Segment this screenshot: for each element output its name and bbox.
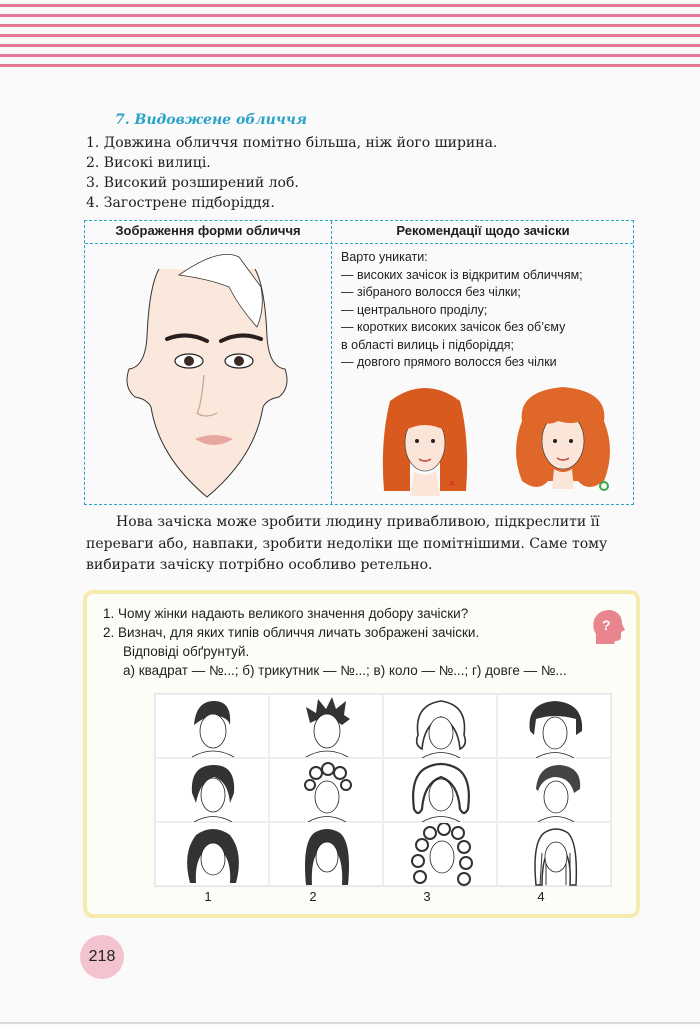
recommendation-item: в області вилиць і підборіддя; — [341, 337, 514, 352]
paragraph-line: переваги або, навпаки, зробити недоліки ще помітнішими. Саме тому — [86, 535, 608, 552]
svg-text:?: ? — [602, 617, 611, 633]
straight-hair-illustration — [370, 381, 480, 496]
feature-item: 4. Загострене підборіддя. — [86, 195, 275, 211]
feature-item: 3. Високий розширений лоб. — [86, 175, 299, 191]
paragraph-line: Нова зачіска може зробити людину привабливою, підкреслити її — [116, 514, 600, 530]
cross-mark-icon: × — [449, 478, 456, 490]
column-number: 4 — [537, 889, 545, 904]
column-number: 1 — [204, 889, 212, 904]
section-title: 7. Видовжене обличчя — [115, 112, 307, 128]
body-paragraph — [86, 512, 636, 577]
page-bottom-line — [0, 1022, 700, 1024]
question-1: 1. Чому жінки надають великого значення добору зачіски? — [103, 606, 469, 621]
stripe — [0, 64, 700, 67]
recommendation-item: — високих зачісок із відкритим обличчям; — [341, 267, 583, 282]
task-questions — [103, 604, 567, 680]
hairstyle-cell — [383, 758, 497, 822]
stripe — [0, 54, 700, 57]
wavy-hair-illustration — [508, 381, 618, 496]
header-stripes — [0, 0, 700, 75]
question-2-options: а) квадрат — №...; б) трикутник — №...; в) коло — №...; г) довге — №... — [123, 663, 567, 678]
hairstyle-cell — [383, 822, 497, 886]
stripe — [0, 34, 700, 37]
hairstyle-cell — [269, 694, 383, 758]
question-2-continuation: Відповіді обґрунтуй. — [123, 644, 250, 659]
stripe — [0, 4, 700, 7]
feature-item: 2. Високі вилиці. — [86, 155, 211, 171]
question-2: 2. Визнач, для яких типів обличчя личать зображені зачіски. — [103, 625, 480, 640]
question-head-icon — [590, 608, 626, 648]
hairstyle-cell — [497, 822, 611, 886]
recommendation-item: — центрального проділу; — [341, 302, 488, 317]
table-header-left: Зображення форми обличчя — [115, 223, 301, 238]
hairstyle-cell — [155, 694, 269, 758]
table-header-right: Рекомендації щодо зачіски — [396, 223, 570, 238]
hairstyle-cell — [155, 822, 269, 886]
hairstyle-cell — [497, 758, 611, 822]
recommendation-item: — зібраного волосся без чілки; — [341, 285, 521, 299]
feature-item: 1. Довжина обличчя помітно більша, ніж його ширина. — [86, 135, 498, 151]
hairstyle-cell — [155, 758, 269, 822]
stripe — [0, 24, 700, 27]
table-column-divider — [331, 221, 332, 504]
stripe — [0, 44, 700, 47]
stripe — [0, 14, 700, 17]
oblong-face-illustration — [89, 247, 327, 501]
hairstyle-cell — [269, 758, 383, 822]
column-number: 2 — [309, 889, 317, 904]
recommendation-intro: Варто уникати: — [341, 250, 428, 264]
hairstyle-cell — [383, 694, 497, 758]
recommendation-item: — коротких високих зачісок без об’єму — [341, 320, 566, 334]
hairstyles-grid — [154, 693, 612, 887]
recommendation-text — [341, 249, 631, 372]
hairstyle-cell — [497, 694, 611, 758]
page-number: 218 — [80, 935, 124, 979]
recommendation-item: — довгого прямого волосся без чілки — [341, 355, 557, 369]
face-shape-table — [84, 220, 634, 505]
circle-mark-icon — [599, 481, 609, 491]
column-number: 3 — [423, 889, 431, 904]
hairstyle-cell — [269, 822, 383, 886]
paragraph-line: вибирати зачіску потрібно особливо ретельно. — [86, 557, 433, 573]
feature-list — [86, 133, 497, 213]
